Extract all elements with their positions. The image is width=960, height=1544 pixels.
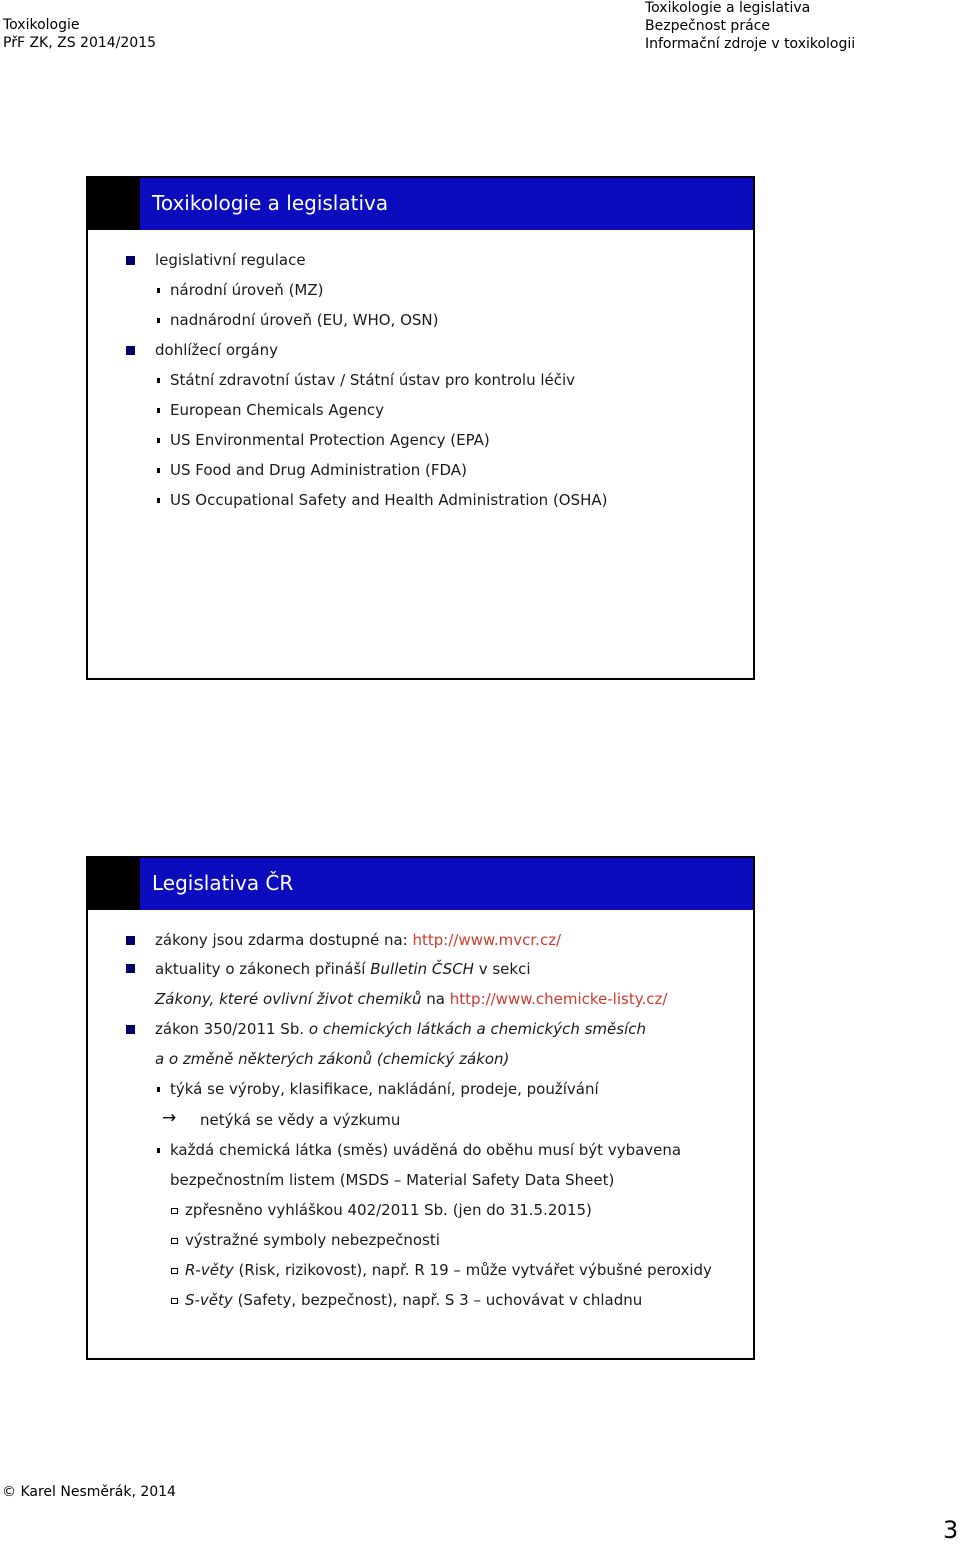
arrow-right-icon: → xyxy=(162,1108,177,1128)
topic-2: Bezpečnost práce xyxy=(645,18,770,34)
course-name: Toxikologie xyxy=(3,17,80,33)
law-title: o chemických látkách a chemických směsích xyxy=(308,1020,647,1038)
course-term: PřF ZK, ZS 2014/2015 xyxy=(3,35,157,51)
mvcr-link[interactable]: http://www.mvcr.cz/ xyxy=(412,931,562,949)
list-item: zpřesněno vyhláškou 402/2011 Sb. (jen do 31.5.2015) xyxy=(185,1201,592,1219)
list-item: národní úroveň (MZ) xyxy=(170,281,324,299)
square-bullet-icon xyxy=(126,346,135,355)
small-bullet-icon xyxy=(157,498,160,503)
square-bullet-icon xyxy=(126,1025,135,1034)
bulletin-name: Bulletin ČSCH xyxy=(370,960,474,978)
small-bullet-icon xyxy=(157,318,160,323)
list-item xyxy=(155,1019,646,1039)
section-name: Zákony, které ovlivní život chemiků xyxy=(155,990,422,1008)
hollow-square-bullet-icon xyxy=(171,1268,178,1274)
list-item xyxy=(155,959,531,979)
list-item: dohlížecí orgány xyxy=(155,341,279,359)
slide-toxikologie-legislativa xyxy=(86,176,755,680)
slide-header xyxy=(88,858,753,910)
list-item-continuation xyxy=(155,989,667,1009)
hollow-square-bullet-icon xyxy=(171,1208,178,1214)
hollow-square-bullet-icon xyxy=(171,1298,178,1304)
r-phrases-label: R-věty xyxy=(185,1261,234,1279)
list-item: výstražné symboly nebezpečnosti xyxy=(185,1231,440,1249)
list-item-continuation: bezpečnostním listem (MSDS – Material Safety Data Sheet) xyxy=(170,1171,615,1189)
text: (Safety, bezpečnost), např. S 3 – uchovávat v chladnu xyxy=(232,1291,643,1309)
small-bullet-icon xyxy=(157,408,160,413)
list-item-continuation: a o změně některých zákonů (chemický zákon) xyxy=(155,1050,510,1068)
text: zákon 350/2011 Sb. xyxy=(155,1020,309,1038)
slide-title: Legislativa ČR xyxy=(152,871,294,895)
slide-legislativa-cr xyxy=(86,856,755,1360)
copyright-footer: © Karel Nesměrák, 2014 xyxy=(2,1484,176,1500)
list-item: US Food and Drug Administration (FDA) xyxy=(170,461,467,479)
list-item: nadnárodní úroveň (EU, WHO, OSN) xyxy=(170,311,439,329)
list-item: netýká se vědy a výzkumu xyxy=(200,1111,401,1129)
small-bullet-icon xyxy=(157,1148,160,1153)
chemicke-listy-link[interactable]: http://www.chemicke-listy.cz/ xyxy=(449,990,668,1008)
list-item: týká se výroby, klasifikace, nakládání, prodeje, používání xyxy=(170,1080,599,1098)
small-bullet-icon xyxy=(157,438,160,443)
s-phrases-label: S-věty xyxy=(185,1291,233,1309)
list-item: Státní zdravotní ústav / Státní ústav pro kontrolu léčiv xyxy=(170,371,576,389)
slide-title: Toxikologie a legislativa xyxy=(152,191,389,215)
header-right xyxy=(645,0,855,53)
list-item xyxy=(185,1290,642,1310)
small-bullet-icon xyxy=(157,468,160,473)
header-left xyxy=(3,16,156,52)
list-item: legislativní regulace xyxy=(155,251,306,269)
header-stripe xyxy=(88,858,140,910)
text: zákony jsou zdarma dostupné na: xyxy=(155,931,413,949)
square-bullet-icon xyxy=(126,256,135,265)
hollow-square-bullet-icon xyxy=(171,1238,178,1244)
list-item xyxy=(185,1260,712,1280)
text: na xyxy=(421,990,450,1008)
list-item: US Environmental Protection Agency (EPA) xyxy=(170,431,490,449)
text: v sekci xyxy=(473,960,531,978)
topic-1: Toxikologie a legislativa xyxy=(645,0,811,16)
header-stripe xyxy=(88,178,140,230)
small-bullet-icon xyxy=(157,1087,160,1092)
small-bullet-icon xyxy=(157,288,160,293)
text: (Risk, rizikovost), např. R 19 – může vytvářet výbušné peroxidy xyxy=(233,1261,712,1279)
list-item: US Occupational Safety and Health Administration (OSHA) xyxy=(170,491,608,509)
topic-3: Informační zdroje v toxikologii xyxy=(645,36,856,52)
list-item: European Chemicals Agency xyxy=(170,401,385,419)
list-item: každá chemická látka (směs) uváděná do oběhu musí být vybavena xyxy=(170,1141,682,1159)
small-bullet-icon xyxy=(157,378,160,383)
text: aktuality o zákonech přináší xyxy=(155,960,371,978)
page-number: 3 xyxy=(943,1516,959,1544)
slide-header xyxy=(88,178,753,230)
square-bullet-icon xyxy=(126,936,135,945)
square-bullet-icon xyxy=(126,964,135,973)
list-item xyxy=(155,930,561,950)
